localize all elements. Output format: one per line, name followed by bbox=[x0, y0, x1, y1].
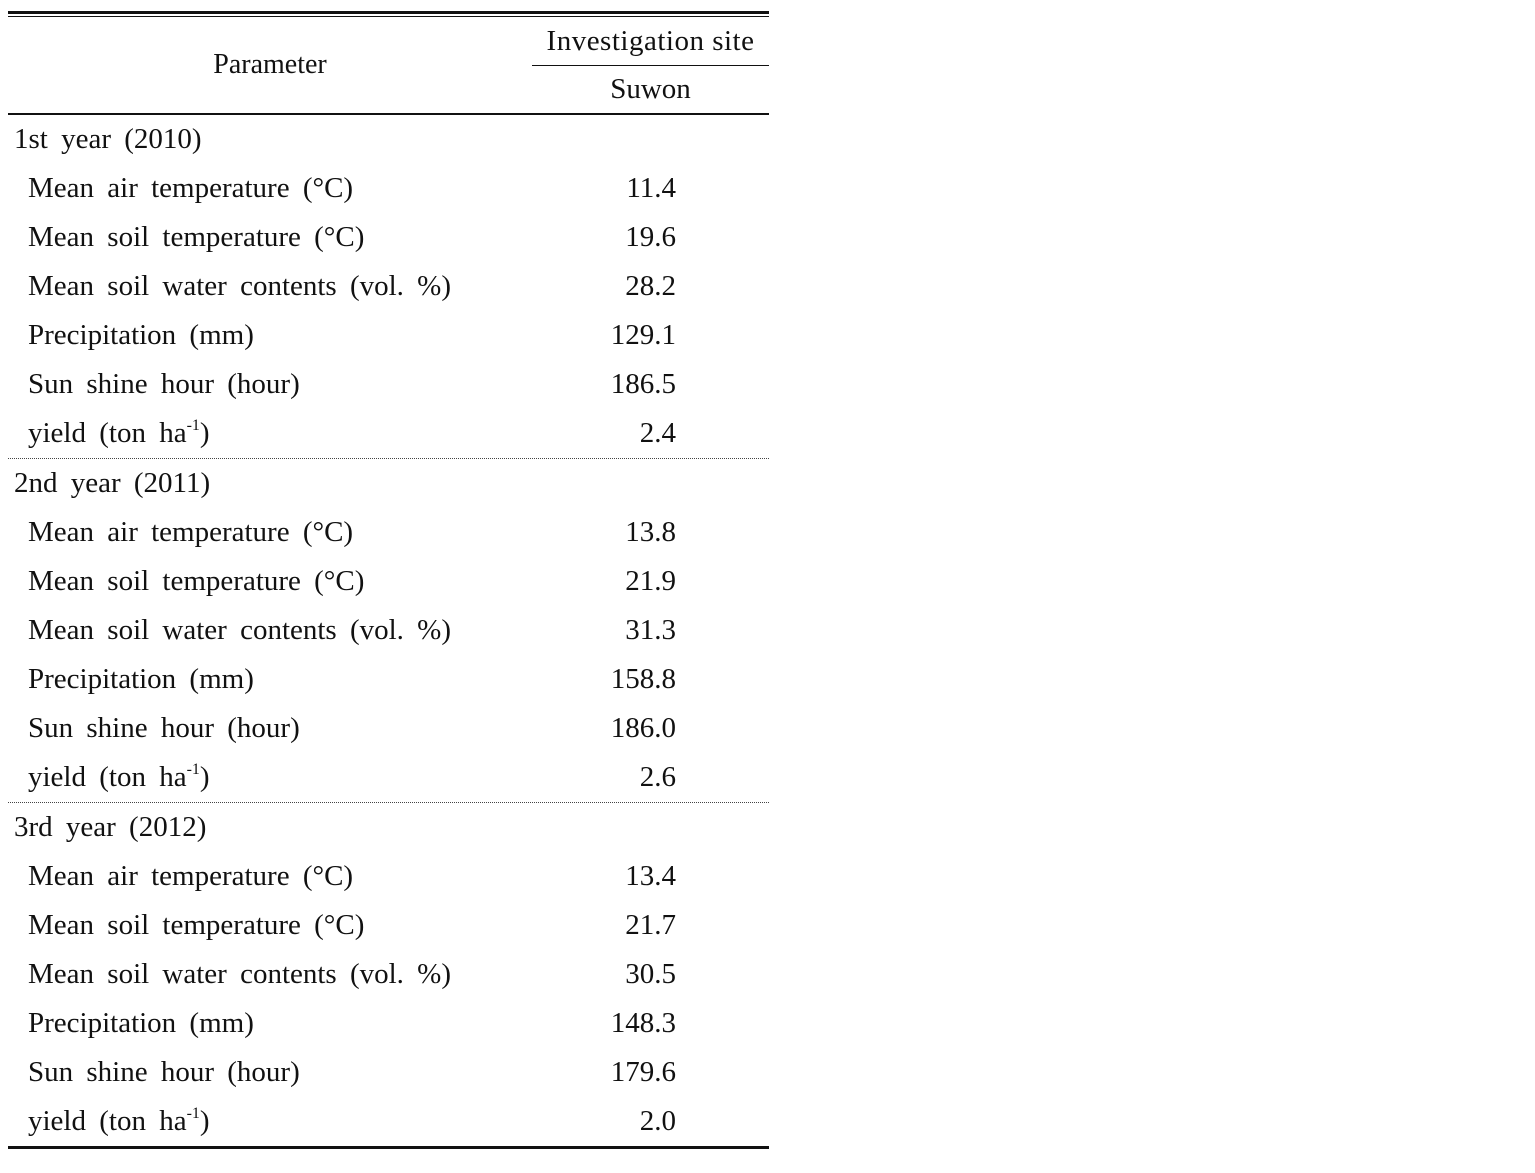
row-value: 2.4 bbox=[639, 417, 676, 449]
group-title: 1st year (2010) bbox=[14, 123, 202, 155]
row-label: Precipitation (mm) bbox=[28, 663, 254, 695]
table-row bbox=[8, 753, 769, 802]
row-value: 21.7 bbox=[625, 909, 676, 941]
table-row bbox=[8, 409, 769, 458]
row-value: 186.0 bbox=[610, 712, 676, 744]
row-label: Mean air temperature (°C) bbox=[28, 860, 354, 892]
row-label: Mean air temperature (°C) bbox=[28, 172, 354, 204]
row-value: 28.2 bbox=[625, 270, 676, 302]
table-header bbox=[8, 17, 769, 113]
row-label: Mean soil water contents (vol. %) bbox=[28, 958, 452, 990]
row-value: 2.0 bbox=[639, 1105, 676, 1137]
row-value: 11.4 bbox=[626, 172, 676, 204]
parameter-header: Parameter bbox=[213, 49, 327, 80]
group-title: 3rd year (2012) bbox=[14, 811, 207, 843]
table-row bbox=[8, 704, 769, 753]
row-value: 2.6 bbox=[639, 761, 676, 793]
row-label: yield (ton $ha^{-1}$) bbox=[28, 1105, 210, 1137]
table-row bbox=[8, 360, 769, 409]
row-value: 30.5 bbox=[625, 958, 676, 990]
row-value: 129.1 bbox=[610, 319, 676, 351]
table-row bbox=[8, 557, 769, 606]
group-title-row bbox=[8, 458, 769, 508]
row-label: Sun shine hour (hour) bbox=[28, 712, 300, 744]
table-row bbox=[8, 606, 769, 655]
row-value: 158.8 bbox=[610, 663, 676, 695]
table-row bbox=[8, 999, 769, 1048]
table-row bbox=[8, 901, 769, 950]
row-value: 31.3 bbox=[625, 614, 676, 646]
row-label: Mean soil temperature (°C) bbox=[28, 909, 365, 941]
investigation-site-header: Investigation site bbox=[546, 24, 755, 57]
row-label: yield (ton $ha^{-1}$) bbox=[28, 417, 210, 449]
bottom-rule bbox=[8, 1146, 769, 1149]
row-label: Mean soil temperature (°C) bbox=[28, 221, 365, 253]
row-label: Precipitation (mm) bbox=[28, 1007, 254, 1039]
table-row bbox=[8, 262, 769, 311]
row-value: 13.4 bbox=[625, 860, 676, 892]
row-value: 179.6 bbox=[610, 1056, 676, 1088]
row-label: Sun shine hour (hour) bbox=[28, 1056, 300, 1088]
row-value: 148.3 bbox=[610, 1007, 676, 1039]
table-row bbox=[8, 164, 769, 213]
table-row bbox=[8, 1097, 769, 1146]
table-row bbox=[8, 213, 769, 262]
table-row bbox=[8, 655, 769, 704]
group-title-row bbox=[8, 802, 769, 852]
data-table bbox=[8, 11, 769, 1149]
table-row bbox=[8, 311, 769, 360]
row-label: Mean air temperature (°C) bbox=[28, 516, 354, 548]
row-value: 13.8 bbox=[625, 516, 676, 548]
row-value: 186.5 bbox=[610, 368, 676, 400]
table-row bbox=[8, 1048, 769, 1097]
table-row bbox=[8, 852, 769, 901]
row-label: Precipitation (mm) bbox=[28, 319, 254, 351]
row-value: 19.6 bbox=[625, 221, 676, 253]
top-rule bbox=[8, 11, 769, 14]
table-row bbox=[8, 950, 769, 999]
group-title-row bbox=[8, 115, 769, 164]
row-value: 21.9 bbox=[625, 565, 676, 597]
row-label: yield (ton $ha^{-1}$) bbox=[28, 761, 210, 793]
table-row bbox=[8, 508, 769, 557]
row-label: Mean soil water contents (vol. %) bbox=[28, 270, 452, 302]
site-name-header: Suwon bbox=[610, 73, 691, 105]
row-label: Mean soil temperature (°C) bbox=[28, 565, 365, 597]
row-label: Mean soil water contents (vol. %) bbox=[28, 614, 452, 646]
group-title: 2nd year (2011) bbox=[14, 467, 211, 499]
row-label: Sun shine hour (hour) bbox=[28, 368, 300, 400]
